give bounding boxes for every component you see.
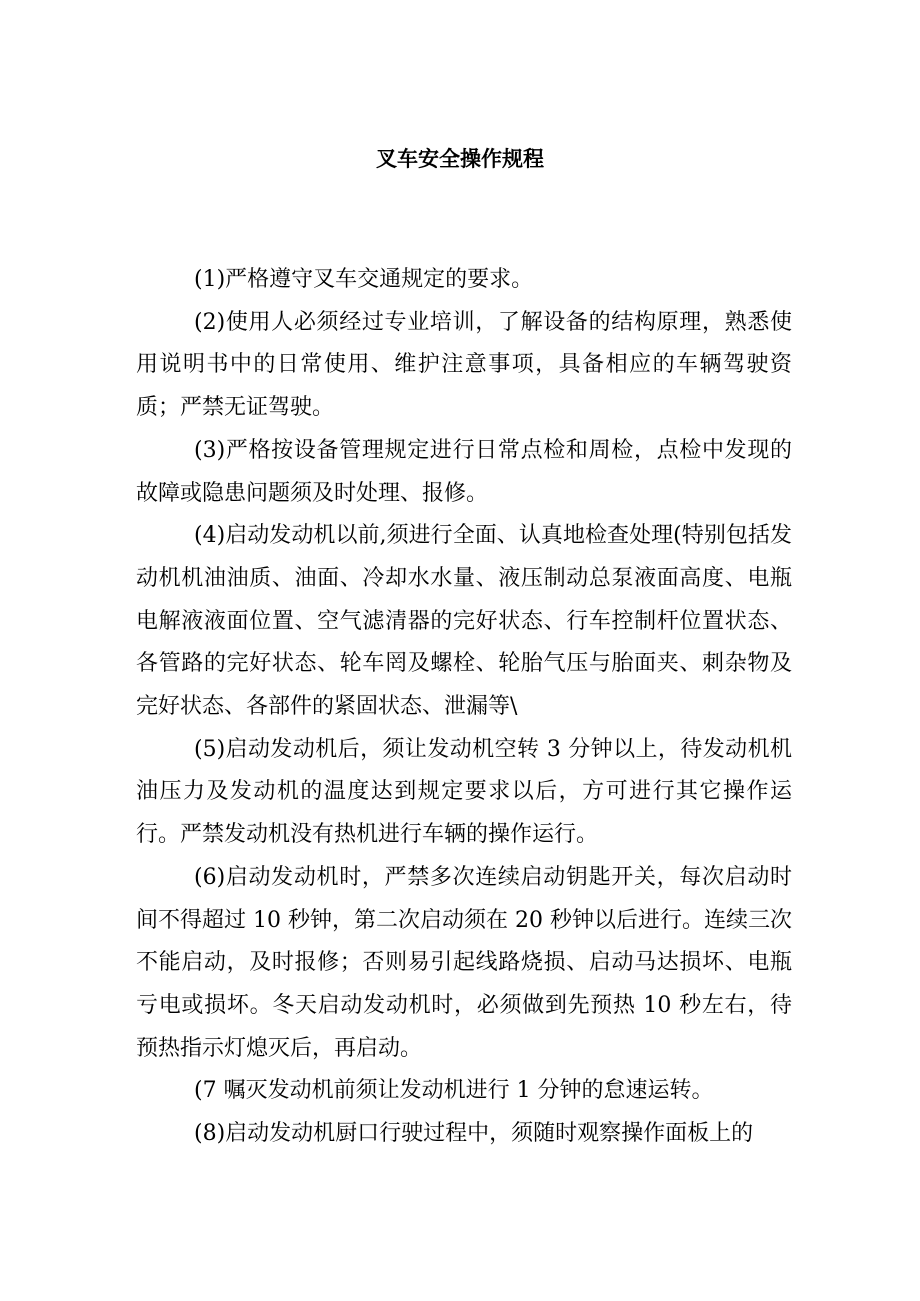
document-body [136,259,792,1156]
paragraph-8: (8)启动发动机厨口行驶过程中，须随时观察操作面板上的 [194,1121,754,1147]
paragraph-1: (1)严格遵守叉车交通规定的要求。 [194,267,534,292]
paragraph-3: (3)严格按设备管理规定进行日常点检和周检，点检中发现的故障或隐患问题须及时处理、报修。 [136,437,792,506]
paragraph-5: (5)启动发动机后，须让发动机空转 3 分钟以上，待发动机机油压力及发动机的温度达到规定要求以后，方可进行其它操作运行。严禁发动机没有热机进行车辆的操作运行。 [136,736,792,848]
paragraph-7: (7 嘱灭发动机前须让发动机进行 1 分钟的怠速运转。 [194,1078,714,1104]
paragraph-2: (2)使用人必须经过专业培训，了解设备的结构原理，熟悉使用说明书中的日常使用、维护注意事项，具备相应的车辆驾驶资质；严禁无证驾驶。 [136,309,792,421]
paragraph-6: (6)启动发动机时，严禁多次连续启动钥匙开关，每次启动时间不得超过 10 秒钟，第二次启动须在 20 秒钟以后进行。连续三次不能启动，及时报修；否则易引起线路烧损、启动马达损坏、电瓶亏电或损坏。冬天启动发动机时，必须做到先预热 10 秒左右，待预热指示灯熄灭后，再启动。 [136,864,792,1061]
paragraph-4: (4)启动发动机以前,须进行全面、认真地检查处理(特别包括发动机机油油质、油面、冷却水水量、液压制动总泵液面高度、电瓶电解液液面位置、空气滤清器的完好状态、行车控制杆位置状态、各管路的完好状态、轮车罔及螺栓、轮胎气压与胎面夹、刺杂物及完好状态、各部件的紧固状态、泄漏等\ [136,523,792,720]
document-title: 叉车安全操作规程 [376,147,544,171]
